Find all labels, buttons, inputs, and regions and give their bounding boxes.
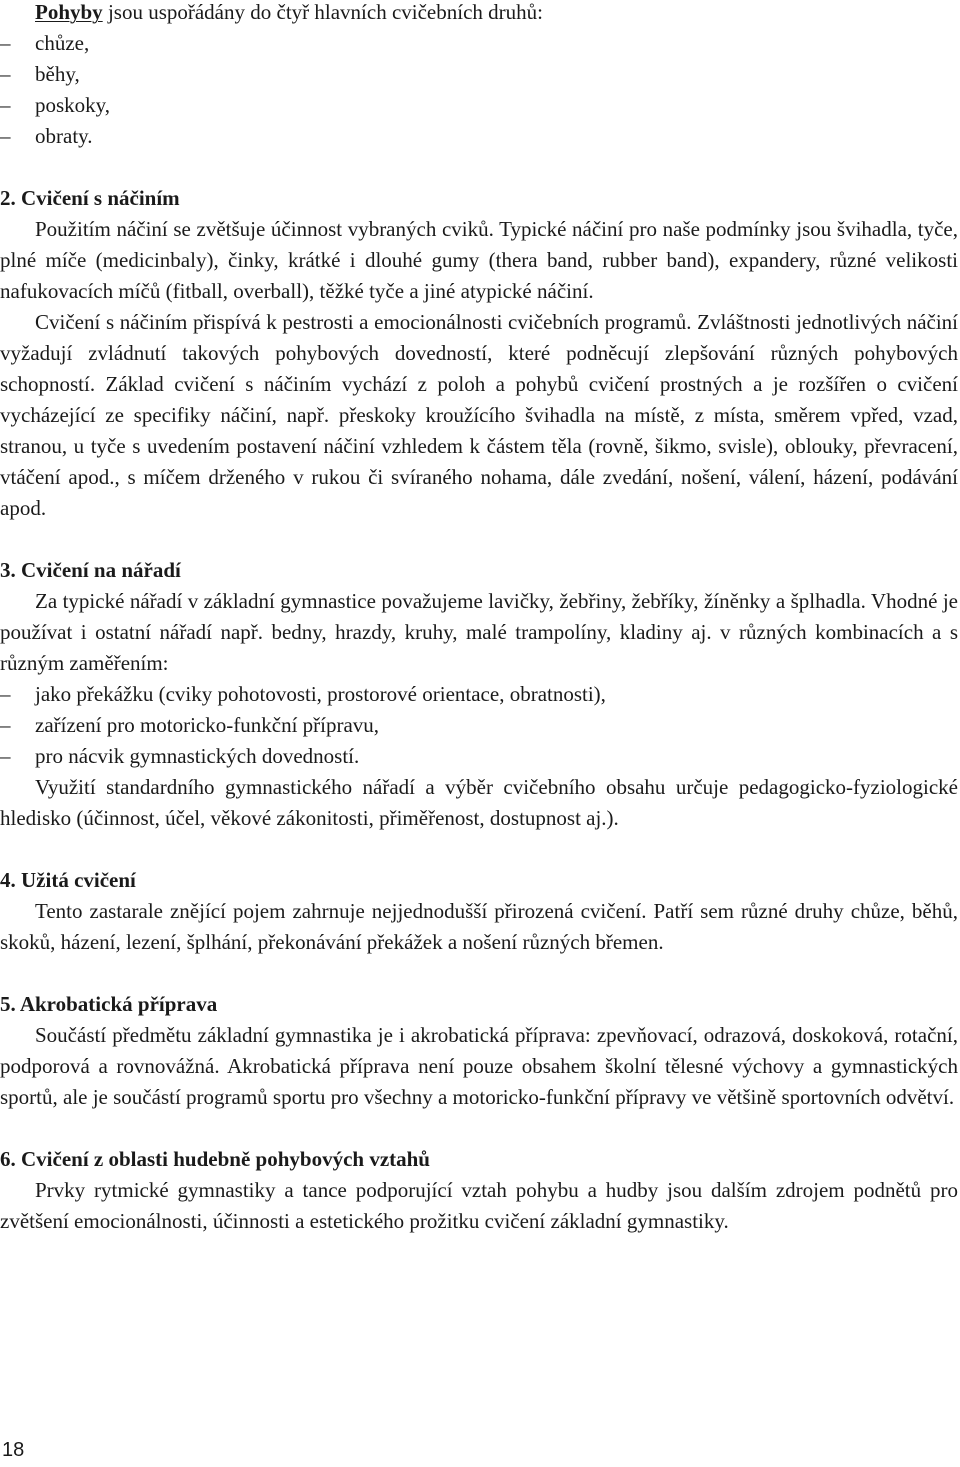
- list-item: – zařízení pro motoricko-funkční přípravu,: [0, 710, 958, 741]
- intro-movement-list: [0, 28, 958, 152]
- intro-sentence: [0, 0, 958, 28]
- dash-icon: –: [0, 682, 11, 706]
- section-3-paragraph-1: Za typické nářadí v základní gymnastice považujeme lavičky, žebřiny, žebříky, žíněnky a šplhadla. Vhodné je používat i ostatní nářadí např. bedny, hrazdy, kruhy, malé trampolíny, kladiny aj. v různých kombinacích a s různým zaměřením:: [0, 589, 958, 675]
- section-gap: [0, 1113, 958, 1144]
- dash-icon: –: [0, 744, 11, 768]
- section-4-paragraph-1: Tento zastarale znějící pojem zahrnuje nejjednodušší přirozená cvičení. Patří sem různé druhy chůze, běhů, skoků, házení, lezení, šplhání, překonávání překážek a nošení různých břemen.: [0, 899, 958, 954]
- dash-icon: –: [0, 31, 11, 55]
- section-2-heading: 2. Cvičení s náčiním: [0, 186, 180, 210]
- section-3-paragraph-2: Využití standardního gymnastického nářadí a výběr cvičebního obsahu určuje pedagogicko-fyziologické hledisko (účinnost, účel, věkové zákonitosti, přiměřenost, dostupnost aj.).: [0, 775, 958, 830]
- section-gap: [0, 834, 958, 865]
- section-gap: [0, 958, 958, 989]
- dash-icon: –: [0, 62, 11, 86]
- list-item: – chůze,: [0, 28, 958, 59]
- section-6-paragraph-1: Prvky rytmické gymnastiky a tance podporující vztah pohybu a hudby jsou dalším zdrojem podnětů pro zvětšení emocionálnosti, účinnosti a estetického prožitku cvičení základní gymnastiky.: [0, 1178, 958, 1233]
- section-4-heading: 4. Užitá cvičení: [0, 868, 136, 892]
- list-item: – jako překážku (cviky pohotovosti, prostorové orientace, obratnosti),: [0, 679, 958, 710]
- list-item: – poskoky,: [0, 90, 958, 121]
- section-3-apparatus-list: [0, 679, 958, 772]
- page-number: 18: [2, 1439, 25, 1461]
- section-5-heading: 5. Akrobatická příprava: [0, 992, 218, 1016]
- section-gap: [0, 152, 958, 183]
- list-item: – pro nácvik gymnastických dovedností.: [0, 741, 958, 772]
- section-2-paragraph-2: Cvičení s náčiním přispívá k pestrosti a emocionálnosti cvičebních programů. Zvláštnosti jednotlivých náčiní vyžadují zvládnutí takových pohybových dovedností, které podněcují zlepšování různých pohybových schopností. Základ cvičení s náčiním vychází z poloh a pohybů cvičení prostných a je rozšířen o cvičení vycházející ze specifiky náčiní, např. přeskoky kroužícího švihadla na místě, z místa, směrem vpřed, vzad, stranou, u tyče s uvedením postavení náčiní vzhledem k částem těla (rovně, šikmo, svisle), oblouky, převracení, vtáčení apod., s míčem drženého v rukou či svíraného nohama, dále zvedání, nošení, válení, házení, podávání apod.: [0, 310, 958, 520]
- intro-lead-bold: Pohyby: [35, 0, 103, 24]
- dash-icon: –: [0, 713, 11, 737]
- list-item: – obraty.: [0, 121, 958, 152]
- list-item: – běhy,: [0, 59, 958, 90]
- section-5-paragraph-1: Součástí předmětu základní gymnastika je i akrobatická příprava: zpevňovací, odrazová, doskoková, rotační, podporová a rovnovážná. Akrobatická příprava není pouze obsahem školní tělesné výchovy a gymnastických sportů, ale je součástí programů sportu pro všechny a motoricko-funkční přípravy ve většině sportovních odvětví.: [0, 1023, 958, 1109]
- dash-icon: –: [0, 93, 11, 117]
- section-gap: [0, 524, 958, 555]
- intro-lead-rest: jsou uspořádány do čtyř hlavních cvičebních druhů:: [102, 0, 543, 24]
- dash-icon: –: [0, 124, 11, 148]
- section-2-paragraph-1: Použitím náčiní se zvětšuje účinnost vybraných cviků. Typické náčiní pro naše podmínky jsou švihadla, tyče, plné míče (medicinbaly), činky, krátké i dlouhé gumy (thera band, rubber band), expandery, různé velikosti nafukovacích míčů (fitball, overball), těžké tyče a jiné atypické náčiní.: [0, 217, 958, 303]
- section-6-heading: 6. Cvičení z oblasti hudebně pohybových vztahů: [0, 1147, 430, 1171]
- section-3-heading: 3. Cvičení na nářadí: [0, 558, 181, 582]
